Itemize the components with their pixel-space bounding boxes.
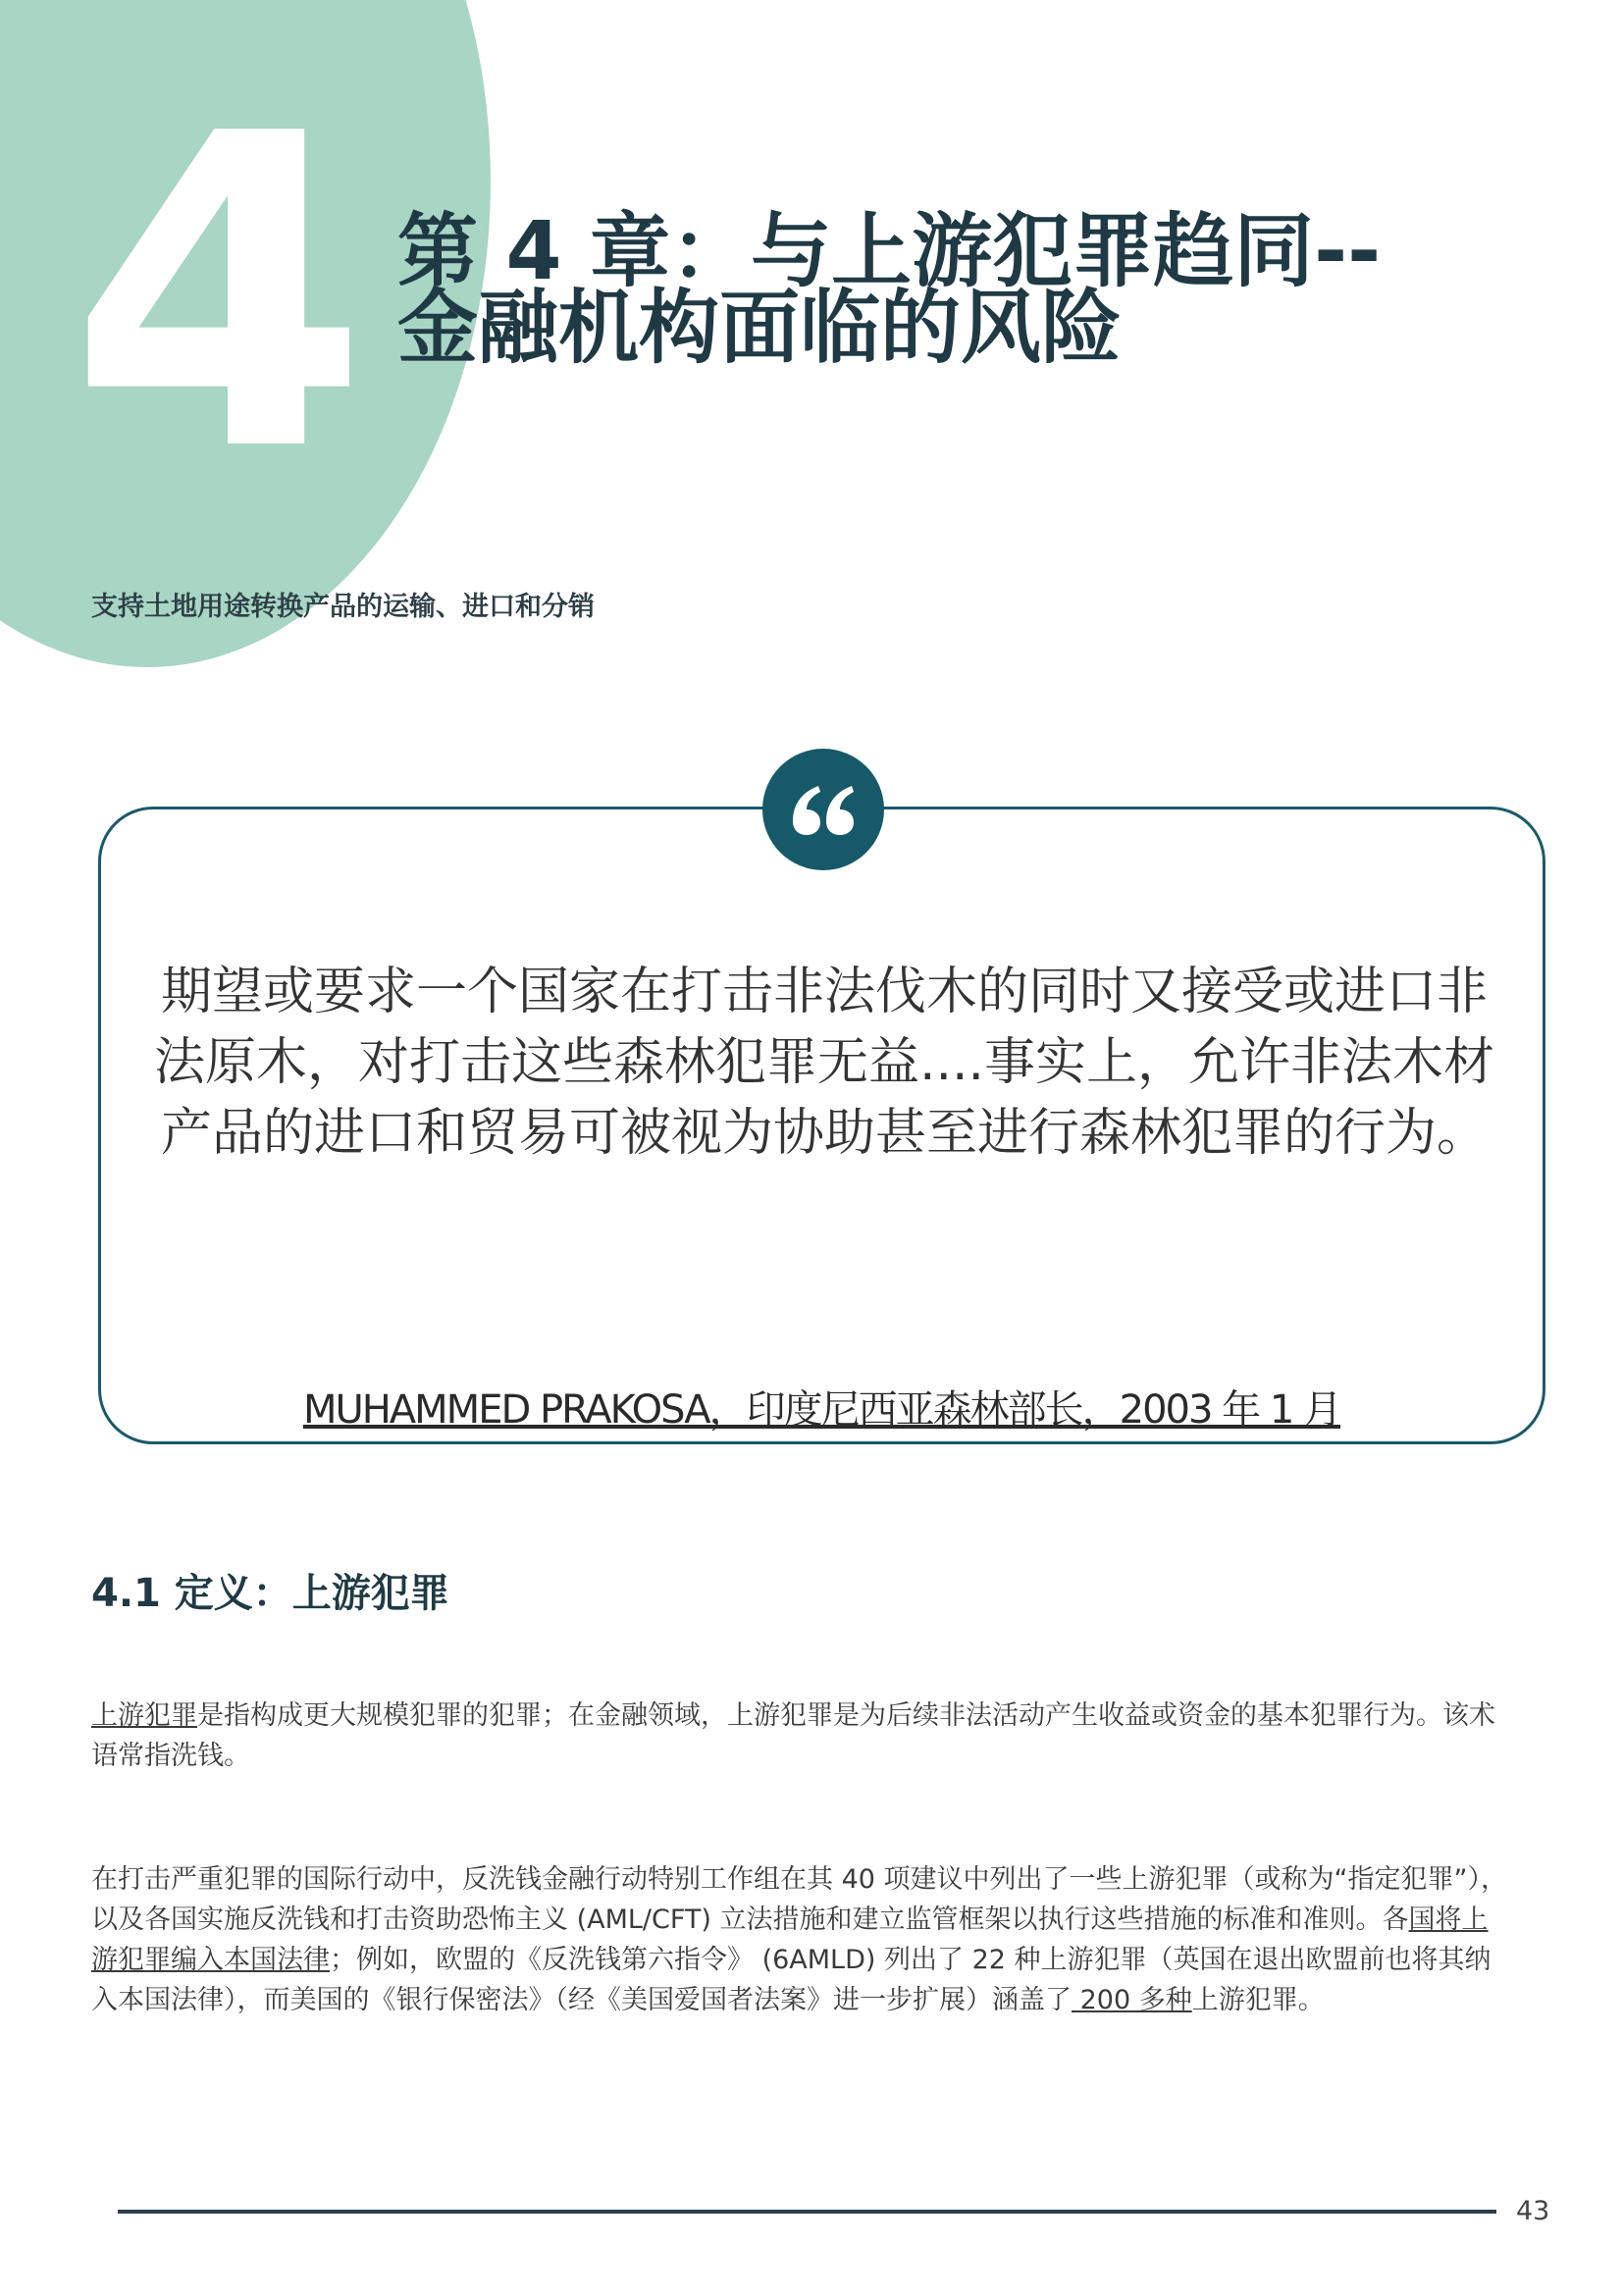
fatf-text-1: 在打击严重犯罪的国际行动中，反洗钱金融行动特别工作组在其 40 项建议中列出了一些上游犯罪（或称为“指定犯罪”），以及各国实施反洗钱和打击资助恐怖主义 (AML/CFT) 立法措施和建立监管框架以执行这些措施的标准和准则。各	[91, 1864, 1507, 1935]
chapter-title	[397, 205, 1575, 375]
fatf-text-3: 上游犯罪。	[1191, 1985, 1325, 2015]
definition-paragraph	[91, 1696, 1514, 1776]
over-200-link[interactable]: 200 多种	[1072, 1985, 1192, 2015]
quote-text: 期望或要求一个国家在打击非法伐木的同时又接受或进口非法原木，对打击这些森林犯罪无益....事实上，允许非法木材产品的进口和贸易可被视为协助甚至进行森林犯罪的行为。	[153, 963, 1495, 1163]
definition-text: 是指构成更大规模犯罪的犯罪；在金融领域，上游犯罪是为后续非法活动产生收益或资金的基本犯罪行为。该术语常指洗钱。	[91, 1700, 1495, 1771]
chapter-subtitle: 支持土地用途转换产品的运输、进口和分销	[91, 592, 595, 622]
chapter-number: 4	[69, 43, 360, 546]
chapter-title-line2: 金融机构面临的风险	[397, 282, 1123, 375]
footer-rule	[118, 2210, 1496, 2214]
page-number: 43	[1516, 2196, 1550, 2226]
fatf-paragraph	[91, 1859, 1514, 2020]
quote-icon	[762, 749, 884, 870]
quote-mark-glyph	[789, 782, 858, 837]
chapter-title-line1: 第 4 章：与上游犯罪趋同--	[397, 205, 1382, 298]
section-heading: 4.1 定义：上游犯罪	[91, 1571, 449, 1616]
national-law-link[interactable]: 国将上游犯罪编入本国法律	[91, 1905, 1489, 1975]
fatf-text-2: ；例如，欧盟的《反洗钱第六指令》 (6AMLD) 列出了 22 种上游犯罪（英国在退出欧盟前也将其纳入本国法律），而美国的《银行保密法》（经《美国爱国者法案》进一步扩展）涵盖了	[91, 1945, 1491, 2015]
quote-attribution: MUHAMMED PRAKOSA，印度尼西亚森林部长，2003 年 1 月	[302, 1387, 1341, 1433]
predicate-crime-link[interactable]: 上游犯罪	[91, 1700, 197, 1731]
